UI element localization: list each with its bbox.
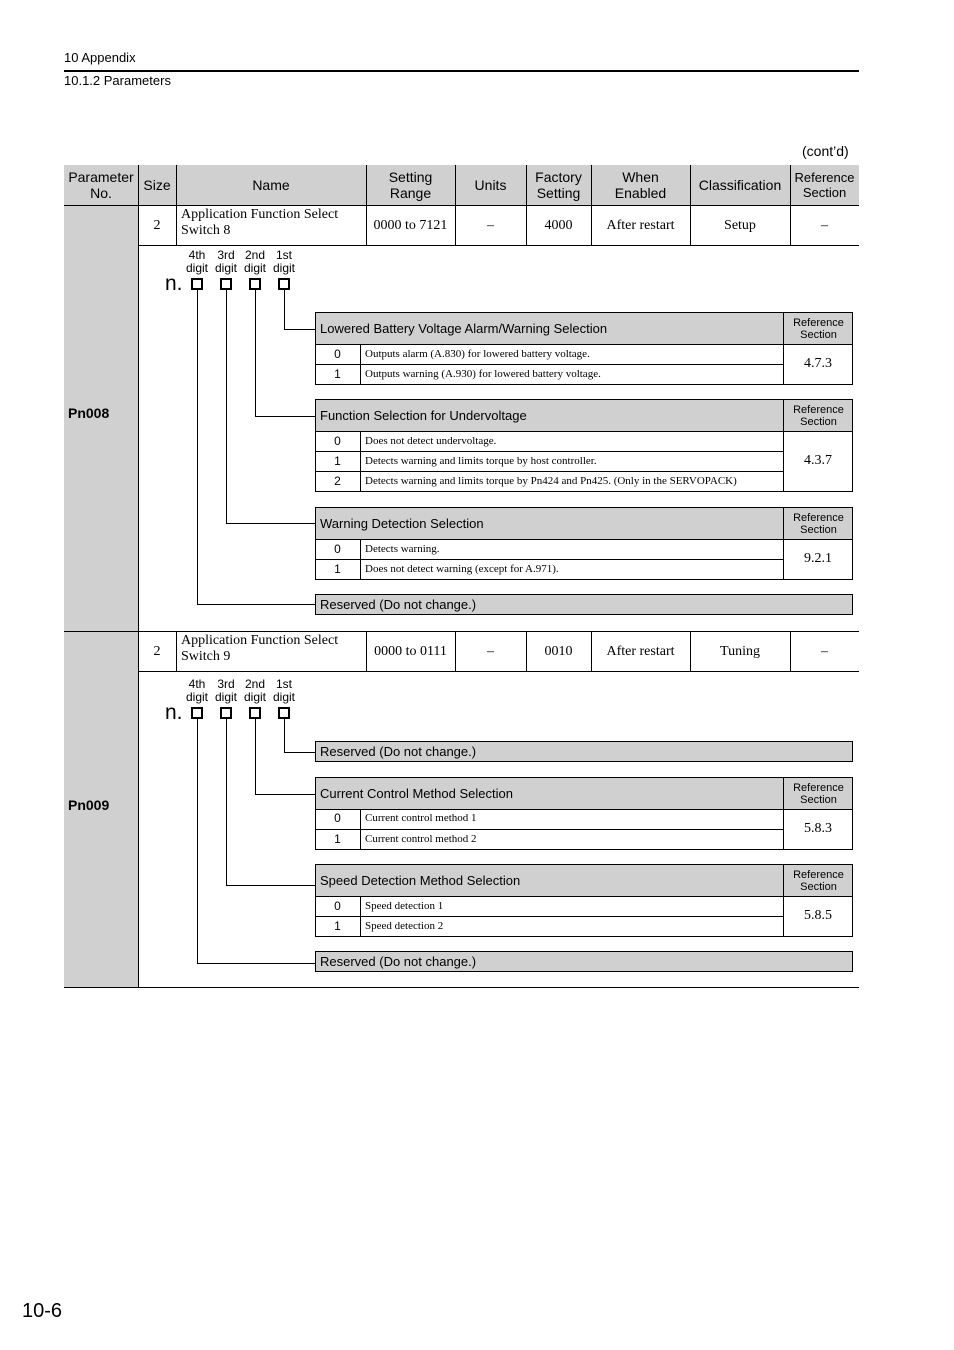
pn009-d2-title: Current Control Method Selection <box>315 777 853 810</box>
pn009-d2-value-0: 0 <box>334 811 341 825</box>
digit-label-3rd: 3rd digit <box>215 248 238 275</box>
pn008-d3-desc-1: Does not detect warning (except for A.971). <box>365 563 559 575</box>
digit-box-1st <box>278 707 290 719</box>
pn008-range: 0000 to 7121 <box>373 217 448 233</box>
col-header-param: Parameter No. <box>68 169 134 201</box>
n-prefix: n. <box>165 701 183 724</box>
digit-box-3rd <box>220 707 232 719</box>
col-header-range: Setting Range <box>388 169 433 201</box>
pn008-d2-ref: 4.3.7 <box>804 453 832 468</box>
pn009-d1-title: Reserved (Do not change.) <box>315 741 853 762</box>
digit-label-2nd: 2nd digit <box>244 248 267 275</box>
pn009-d3-ref-header: Reference Section <box>783 864 853 897</box>
pn008-ref: – <box>821 217 828 233</box>
col-header-ref: Reference Section <box>794 170 855 200</box>
pn008-factory: 4000 <box>544 217 573 233</box>
pn008-d1-value-0: 0 <box>334 347 341 361</box>
pn009-d2-desc-0: Current control method 1 <box>365 812 477 824</box>
pn009-d3-ref: 5.8.5 <box>804 908 832 923</box>
pn009-units: – <box>487 643 494 659</box>
digit-label-3rd: 3rd digit <box>215 677 238 704</box>
digit-label-2nd: 2nd digit <box>244 677 267 704</box>
col-header-units: Units <box>474 177 507 193</box>
pn009-d3-value-1: 1 <box>334 919 341 933</box>
pn008-d2-value-2: 2 <box>334 474 341 488</box>
pn008-d3-title: Warning Detection Selection <box>315 507 853 540</box>
pn008-d2-value-0: 0 <box>334 434 341 448</box>
pn008-d2-desc-1: Detects warning and limits torque by host controller. <box>365 455 597 467</box>
pn009-ref: – <box>821 643 828 659</box>
pn009-number: Pn009 <box>68 797 110 813</box>
pn008-size: 2 <box>153 217 161 233</box>
pn008-d2-desc-2: Detects warning and limits torque by Pn424 and Pn425. (Only in the SERVOPACK) <box>365 475 737 487</box>
pn009-d3-title: Speed Detection Method Selection <box>315 864 853 897</box>
pn009-size: 2 <box>153 643 161 659</box>
header-rule <box>64 70 859 72</box>
pn009-d2-desc-1: Current control method 2 <box>365 833 477 845</box>
pn009-class: Tuning <box>720 643 760 659</box>
pn009-d3-value-0: 0 <box>334 899 341 913</box>
col-header-class: Classification <box>698 177 782 193</box>
col-header-name: Name <box>252 177 290 193</box>
pn009-d3-desc-1: Speed detection 2 <box>365 920 444 932</box>
digit-box-2nd <box>249 707 261 719</box>
col-header-size: Size <box>143 177 171 193</box>
pn008-units: – <box>487 217 494 233</box>
digit-box-2nd <box>249 278 261 290</box>
pn008-d4-title: Reserved (Do not change.) <box>315 594 853 615</box>
pn008-class: Setup <box>724 217 756 233</box>
digit-label-1st: 1st digit <box>273 677 296 704</box>
page-number: 10-6 <box>22 1300 63 1322</box>
pn009-name: Application Function Select Switch 9 <box>181 633 339 664</box>
section-label: 10.1.2 Parameters <box>64 73 171 88</box>
pn008-d1-desc-0: Outputs alarm (A.830) for lowered battery voltage. <box>365 348 590 360</box>
pn009-d4-title: Reserved (Do not change.) <box>315 951 853 972</box>
pn008-d2-ref-header: Reference Section <box>783 399 853 432</box>
pn009-range: 0000 to 0111 <box>374 643 447 659</box>
digit-box-4th <box>191 278 203 290</box>
pn009-d2-ref: 5.8.3 <box>804 821 832 836</box>
pn008-d3-ref: 9.2.1 <box>804 551 832 566</box>
n-prefix: n. <box>165 272 183 295</box>
digit-label-4th: 4th digit <box>186 677 209 704</box>
pn008-d3-ref-header: Reference Section <box>783 507 853 540</box>
pn009-d3-desc-0: Speed detection 1 <box>365 900 444 912</box>
pn008-when: After restart <box>606 217 675 233</box>
digit-label-4th: 4th digit <box>186 248 209 275</box>
pn009-d2-value-1: 1 <box>334 832 341 846</box>
digit-label-1st: 1st digit <box>273 248 296 275</box>
contd-label: (cont’d) <box>802 143 849 159</box>
pn008-d1-desc-1: Outputs warning (A.930) for lowered battery voltage. <box>365 368 601 380</box>
pn009-d2-ref-header: Reference Section <box>783 777 853 810</box>
pn008-number: Pn008 <box>68 405 110 421</box>
digit-box-4th <box>191 707 203 719</box>
pn008-d3-value-1: 1 <box>334 562 341 576</box>
pn008-d3-desc-0: Detects warning. <box>365 543 440 555</box>
chapter-label: 10 Appendix <box>64 50 136 65</box>
pn008-d2-value-1: 1 <box>334 454 341 468</box>
pn008-d1-value-1: 1 <box>334 367 341 381</box>
pn008-d1-title: Lowered Battery Voltage Alarm/Warning Selection <box>315 312 853 345</box>
digit-box-3rd <box>220 278 232 290</box>
pn009-factory: 0010 <box>544 643 573 659</box>
pn008-d1-ref-header: Reference Section <box>783 312 853 345</box>
pn008-d2-title: Function Selection for Undervoltage <box>315 399 853 432</box>
pn008-name: Application Function Select Switch 8 <box>181 207 339 238</box>
pn008-d2-desc-0: Does not detect undervoltage. <box>365 435 497 447</box>
pn008-d1-ref: 4.7.3 <box>804 356 832 371</box>
pn009-when: After restart <box>606 643 675 659</box>
col-header-when: When Enabled <box>614 169 667 201</box>
col-header-factory: Factory Setting <box>535 169 582 201</box>
pn008-d3-value-0: 0 <box>334 542 341 556</box>
digit-box-1st <box>278 278 290 290</box>
